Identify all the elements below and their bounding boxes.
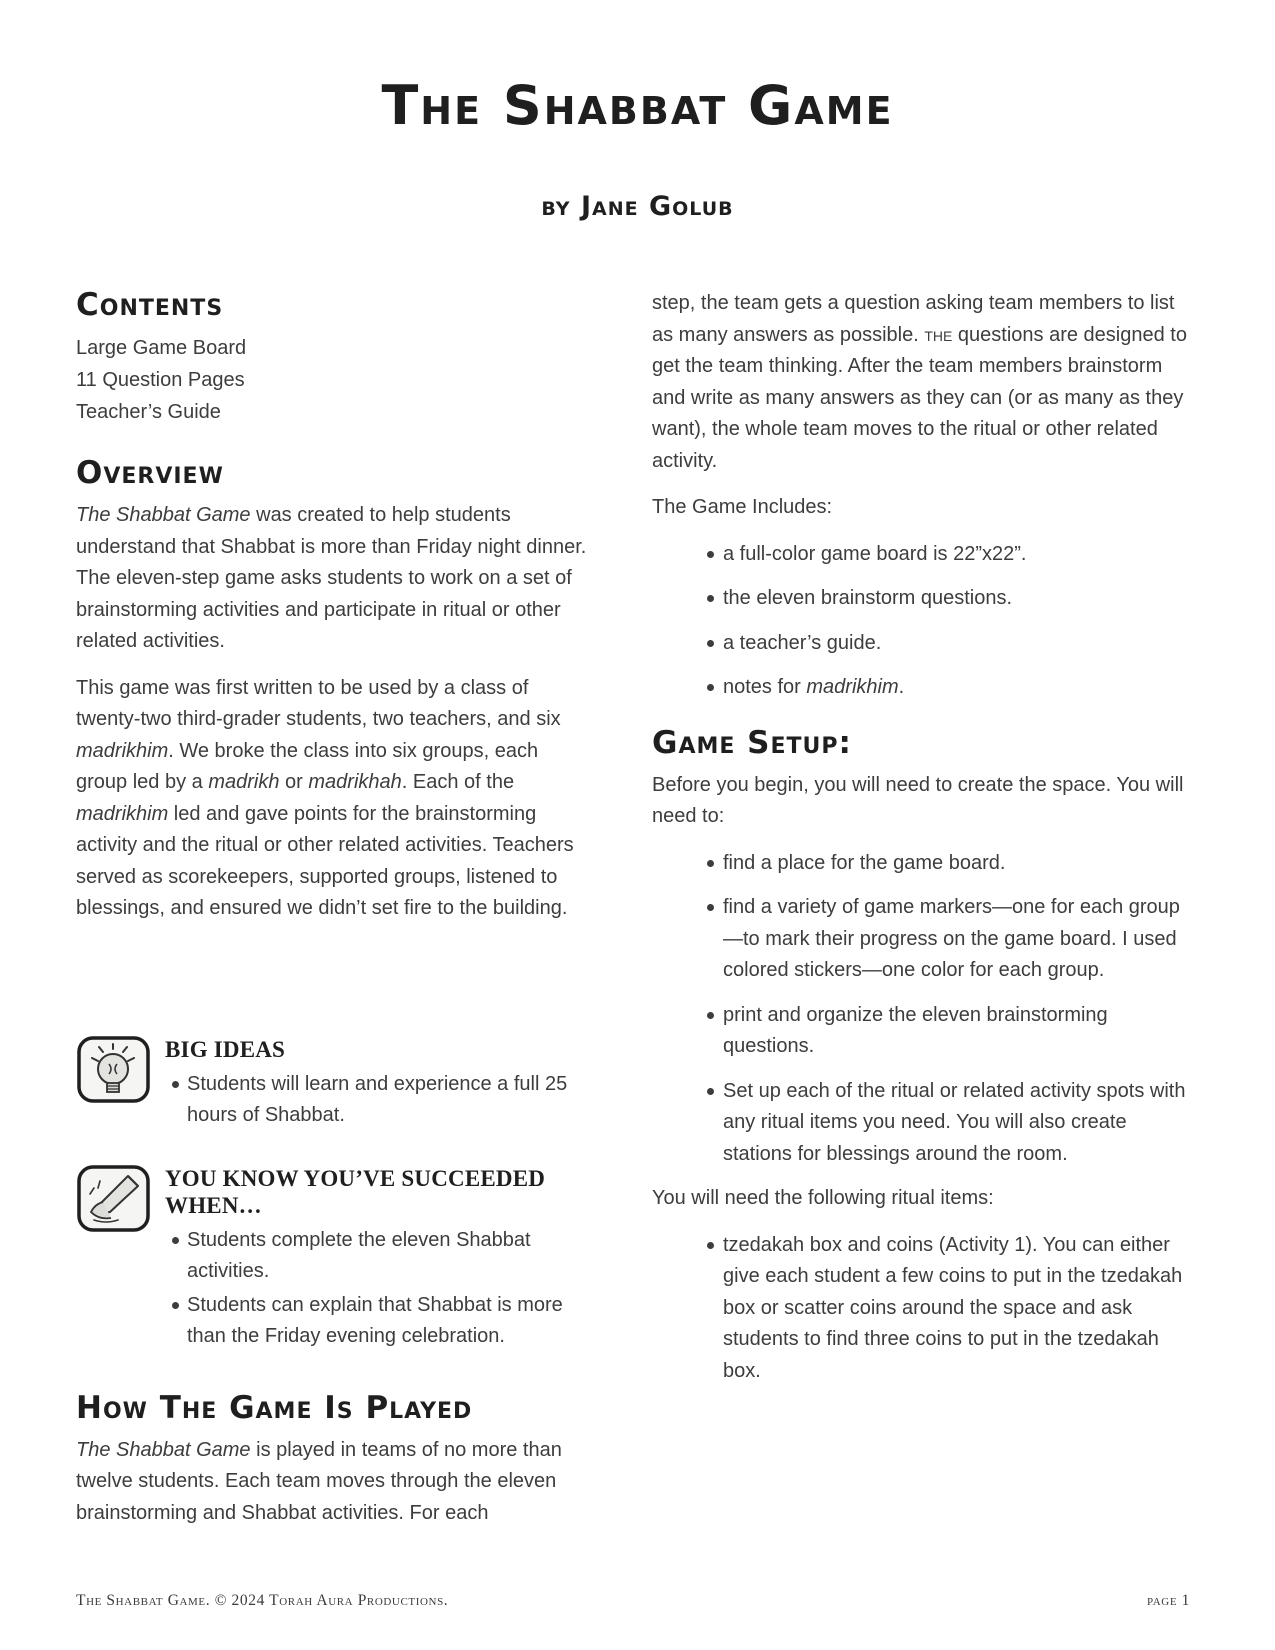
contents-heading: Contents xyxy=(76,287,224,324)
list-item: print and organize the eleven brainstorming questions. xyxy=(705,1000,1190,1063)
gameplay-paragraph: step, the team gets a question asking team members to list as many answers as possible. the questions are designed to get the team thinking. After the team members brainstorm and write as many answers as they can (or as many as they want), the whole team moves to the ritual or other related activity. xyxy=(652,292,1187,472)
overview-paragraph-1: The Shabbat Game was created to help students understand that Shabbat is more than Friday night dinner. The eleven-step game asks students to work on a set of brainstorming activities and participate in ritual or other related activities. xyxy=(76,504,587,653)
succeeded-section xyxy=(76,1164,592,1355)
list-item: find a variety of game markers—one for each group—to mark their progress on the game board. I used colored stickers—one color for each group. xyxy=(705,892,1190,987)
how-played-paragraph: The Shabbat Game is played in teams of no more than twelve students. Each team moves through the eleven brainstorming and Shabbat activities. For each xyxy=(76,1438,562,1524)
ritual-items-list xyxy=(705,1230,1190,1388)
list-item: find a place for the game board. xyxy=(705,848,1190,880)
contents-item: Large Game Board xyxy=(76,337,247,360)
two-column-layout xyxy=(0,288,1275,1529)
overview-heading: Overview xyxy=(76,455,224,492)
footer-page-number: page 1 xyxy=(1147,1592,1190,1609)
list-item: Students complete the eleven Shabbat activities. xyxy=(170,1225,592,1288)
game-setup-heading: Game Setup: xyxy=(652,724,852,761)
succeeded-body xyxy=(165,1164,592,1355)
how-played-heading: How The Game Is Played xyxy=(76,1389,473,1426)
list-item: the eleven brainstorm questions. xyxy=(705,583,1190,615)
list-item: a teacher’s guide. xyxy=(705,628,1190,660)
overview-paragraph-2: This game was first written to be used by a class of twenty-two third-grader students, two teachers, and six madrikhim. We broke the class into six groups, each group led by a madrikh or madrikhah. Each of the madrikhim led and gave points for the brainstorming activity and the ritual or other related activities. Teachers served as scorekeepers, supported groups, listened to blessings, and ensured we didn’t set fire to the building. xyxy=(76,676,574,920)
game-setup-intro: Before you begin, you will need to create the space. You will need to: xyxy=(652,773,1184,828)
ritual-items-intro: You will need the following ritual items: xyxy=(652,1187,994,1210)
list-item: Students will learn and experience a full 25 hours of Shabbat. xyxy=(170,1069,592,1132)
writing-hand-icon xyxy=(76,1164,151,1355)
lightbulb-icon xyxy=(76,1035,151,1134)
succeeded-heading: YOU KNOW YOU’VE SUCCEEDED WHEN… xyxy=(165,1165,546,1218)
list-item: notes for madrikhim. xyxy=(705,672,1190,704)
contents-item: Teacher’s Guide xyxy=(76,401,221,424)
contents-list xyxy=(76,332,592,428)
list-item: tzedakah box and coins (Activity 1). You can either give each student a few coins to put in the tzedakah box or scatter coins around the space and ask students to find three coins to put in the tzedakah box. xyxy=(705,1230,1190,1388)
game-includes-intro: The Game Includes: xyxy=(652,496,833,519)
big-ideas-section xyxy=(76,1035,592,1134)
big-ideas-heading: BIG IDEAS xyxy=(165,1036,286,1062)
left-column xyxy=(76,288,592,1529)
footer-copyright: The Shabbat Game. © 2024 Torah Aura Productions. xyxy=(76,1592,449,1609)
list-item: Set up each of the ritual or related activity spots with any ritual items you need. You will also create stations for blessings around the room. xyxy=(705,1076,1190,1171)
game-setup-list xyxy=(705,848,1190,1171)
page-title: The Shabbat Game xyxy=(381,74,894,137)
list-item: a full-color game board is 22”x22”. xyxy=(705,539,1190,571)
byline: by Jane Golub xyxy=(541,191,734,223)
right-column xyxy=(652,288,1190,1529)
contents-item: 11 Question Pages xyxy=(76,369,245,392)
page-footer xyxy=(76,1592,1190,1610)
big-ideas-body xyxy=(165,1035,592,1134)
list-item: Students can explain that Shabbat is more than the Friday evening celebration. xyxy=(170,1290,592,1353)
game-includes-list xyxy=(705,539,1190,704)
